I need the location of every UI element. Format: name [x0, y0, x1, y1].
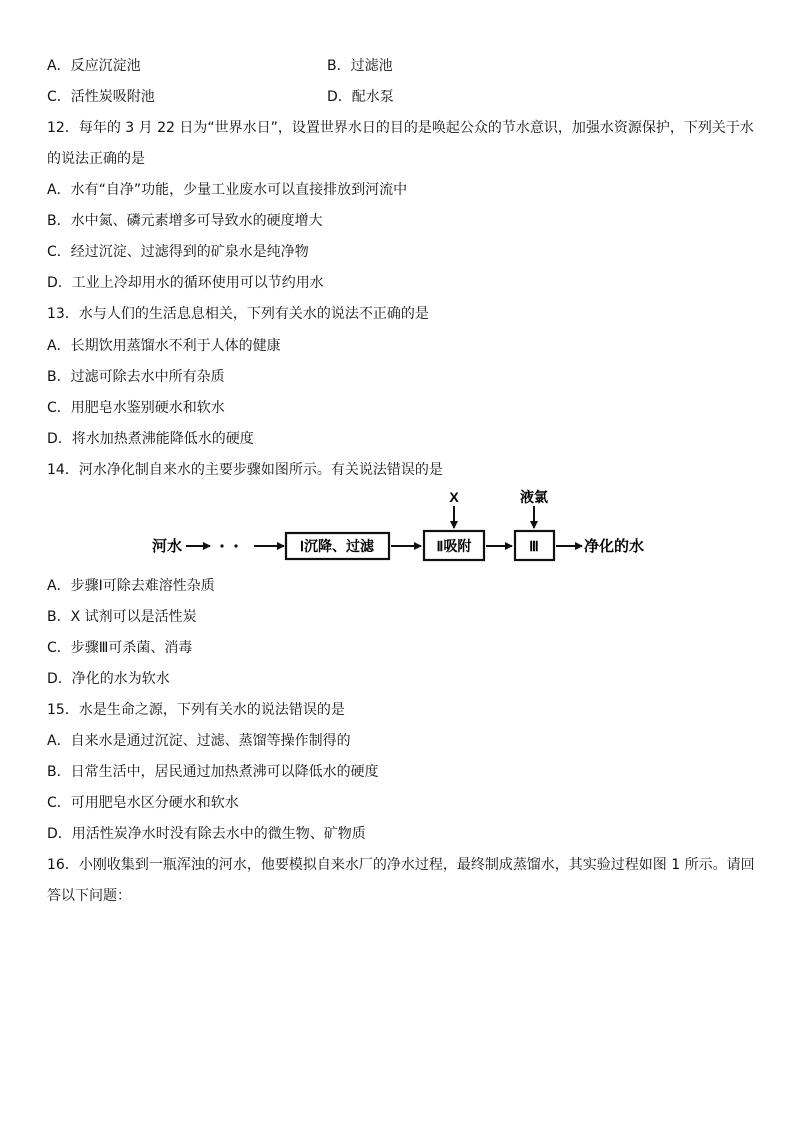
q12-option-d: D．工业上冷却用水的循环使用可以节约用水 [47, 275, 324, 291]
q14-option-d: D．净化的水为软水 [47, 671, 170, 687]
q16-stem-line1: 16．小刚收集到一瓶浑浊的河水，他要模拟自来水厂的净水过程，最终制成蒸馏水，其实验过程如图 1 所示。请回 [47, 857, 755, 873]
q12-option-b: B．水中氮、磷元素增多可导致水的硬度增大 [47, 213, 323, 229]
q11-option-c: C．活性炭吸附池 [47, 89, 155, 105]
q12-option-a: A．水有“自净”功能，少量工业废水可以直接排放到河流中 [47, 182, 408, 198]
q16-stem-line2: 答以下问题： [47, 888, 131, 904]
dot [220, 544, 223, 547]
diagram-end-label: 净化的水 [584, 538, 645, 555]
q12-stem-line1: 12．每年的 3 月 22 日为“世界水日”，设置世界水日的目的是唤起公众的节水意识，加强水资源保护，下列关于水 [47, 120, 754, 136]
q14-option-a: A．步骤Ⅰ可除去难溶性杂质 [47, 578, 215, 594]
q11-option-a: A．反应沉淀池 [47, 58, 141, 74]
q15-option-b: B．日常生活中，居民通过加热煮沸可以降低水的硬度 [47, 764, 379, 780]
q11-option-d: D．配水泵 [327, 89, 394, 105]
q13-stem: 13．水与人们的生活息息相关，下列有关水的说法不正确的是 [47, 306, 429, 322]
q14-option-c: C．步骤Ⅲ可杀菌、消毒 [47, 640, 193, 656]
q14-option-b: B．X 试剂可以是活性炭 [47, 609, 197, 625]
q14-stem: 14．河水净化制自来水的主要步骤如图所示。有关说法错误的是 [47, 462, 443, 478]
diagram-start-label: 河水 [152, 538, 183, 555]
q11-option-b: B．过滤池 [327, 58, 393, 74]
q13-option-d: D．将水加热煮沸能降低水的硬度 [47, 431, 254, 447]
reagent-x-label: X [449, 489, 459, 505]
q13-option-c: C．用肥皂水鉴别硬水和软水 [47, 400, 225, 416]
dot [234, 544, 237, 547]
q13-option-b: B．过滤可除去水中所有杂质 [47, 369, 225, 385]
step1-label: Ⅰ沉降、过滤 [299, 538, 375, 554]
q15-option-d: D．用活性炭净水时没有除去水中的微生物、矿物质 [47, 826, 366, 842]
q12-stem-line2: 的说法正确的是 [47, 151, 145, 167]
reagent-chlorine-label: 液氯 [520, 489, 548, 505]
water-purification-diagram [140, 484, 660, 566]
step2-label: Ⅱ吸附 [436, 538, 472, 554]
q15-option-c: C．可用肥皂水区分硬水和软水 [47, 795, 239, 811]
q12-option-c: C．经过沉淀、过滤得到的矿泉水是纯净物 [47, 244, 309, 260]
q13-option-a: A．长期饮用蒸馏水不利于人体的健康 [47, 338, 281, 354]
q15-stem: 15．水是生命之源，下列有关水的说法错误的是 [47, 702, 345, 718]
step3-label: Ⅲ [529, 540, 539, 555]
q15-option-a: A．自来水是通过沉淀、过滤、蒸馏等操作制得的 [47, 733, 351, 749]
